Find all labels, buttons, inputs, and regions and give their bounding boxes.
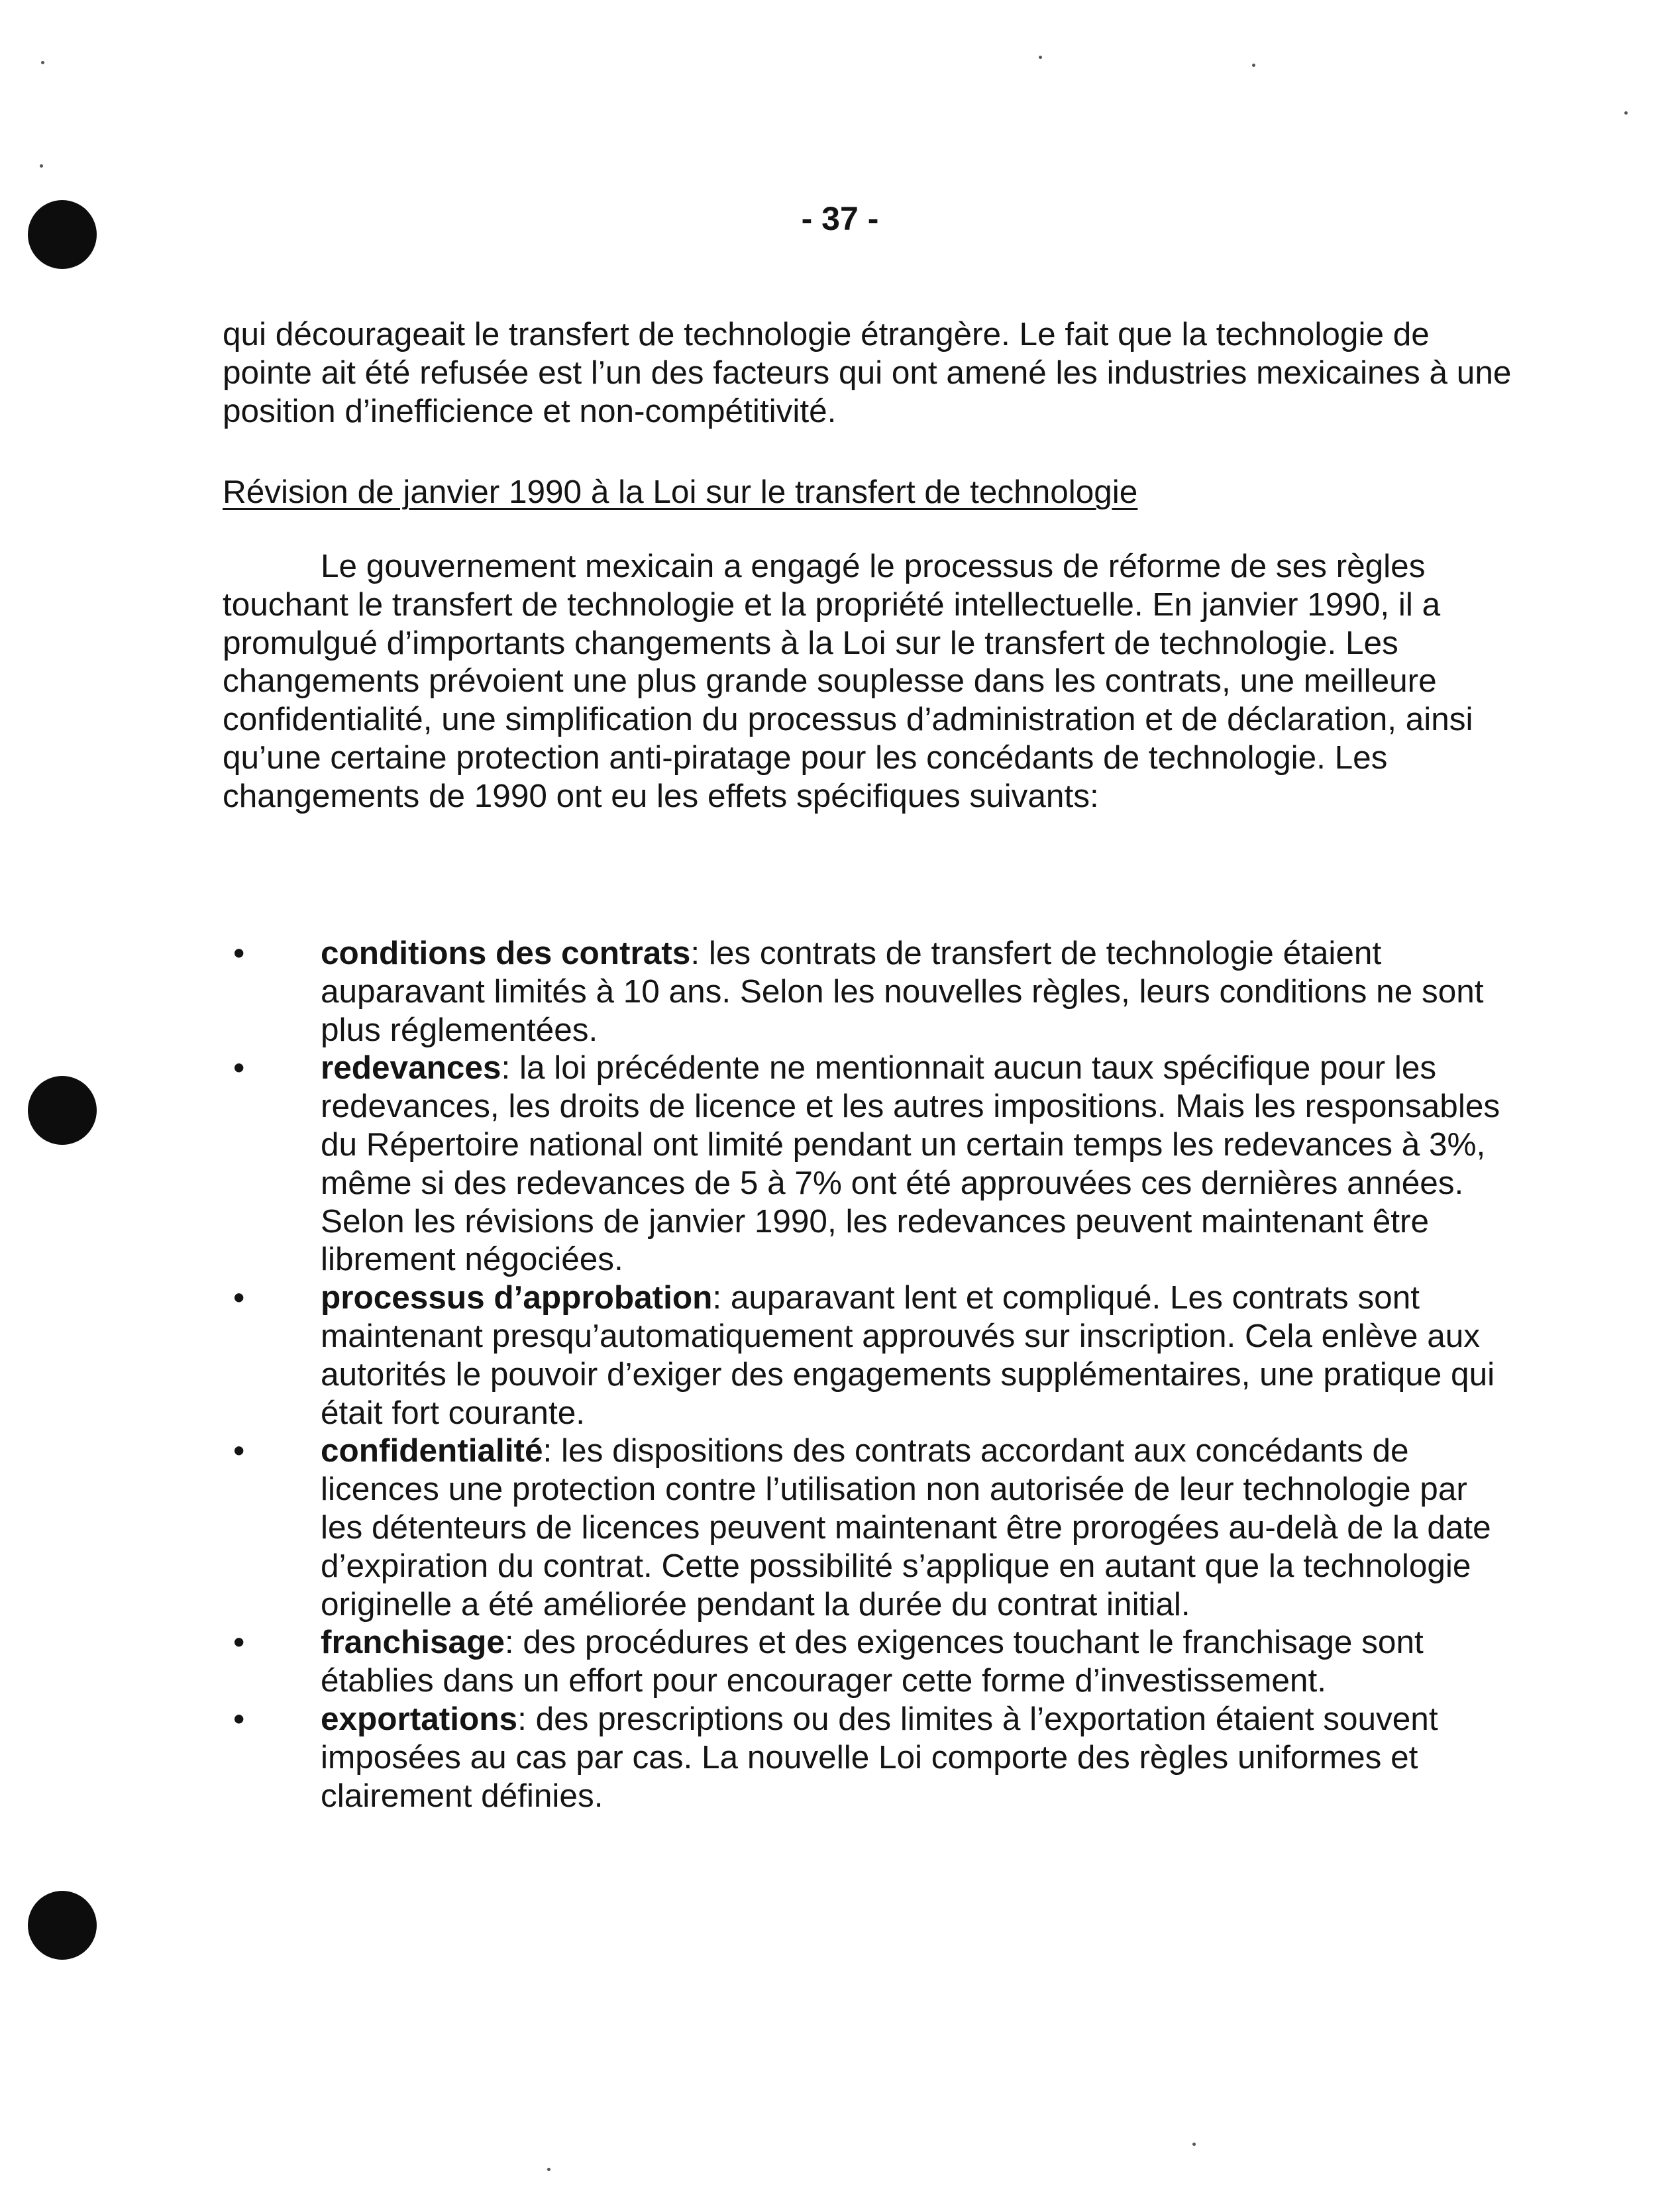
list-item: [223, 1700, 1514, 1815]
bullet-icon: •: [233, 1624, 245, 1661]
page-number: - 37 -: [801, 200, 879, 237]
list-item-term: confidentialité: [321, 1432, 543, 1469]
list-item-text: : les dispositions des contrats accordant aux concédants de licences une protection contre l’utilisation non autorisée de leur technologie par les détenteurs de licences peuvent maintenant être prorogées au-delà de la date d’expiration du contrat. Cette possibilité s’applique en autant que la technologie originelle a été améliorée pendant la durée du contrat initial.: [321, 1432, 1491, 1623]
scan-speck: [40, 164, 43, 168]
scan-speck: [1624, 111, 1628, 115]
list-item: [223, 1623, 1514, 1700]
list-item-term: processus d’approbation: [321, 1279, 713, 1316]
list-item-term: exportations: [321, 1700, 518, 1737]
bullet-icon: •: [233, 1432, 245, 1469]
list-item: [223, 934, 1514, 1049]
list-item-text: : des procédures et des exigences touchant le franchisage sont établies dans un effort pour encourager cette forme d’investissement.: [321, 1624, 1424, 1699]
scan-speck: [1039, 56, 1042, 59]
list-item-term: redevances: [321, 1049, 501, 1087]
scan-speck: [1252, 64, 1255, 67]
bullet-icon: •: [233, 1049, 245, 1087]
effects-list: [223, 934, 1514, 1815]
list-item-text: : les contrats de transfert de technologie étaient auparavant limités à 10 ans. Selon les nouvelles règles, leurs conditions ne sont plus réglementées.: [321, 935, 1484, 1048]
list-item: [223, 1049, 1514, 1279]
list-item: [223, 1432, 1514, 1623]
bullet-icon: •: [233, 1700, 245, 1737]
list-item-text: : auparavant lent et compliqué. Les contrats sont maintenant presqu’automatiquement approuvés sur inscription. Cela enlève aux autorités le pouvoir d’exiger des engagements supplémentaires, une pratique qui était fort courante.: [321, 1279, 1495, 1431]
list-item-term: conditions des contrats: [321, 935, 691, 971]
list-item-text: : la loi précédente ne mentionnait aucun taux spécifique pour les redevances, les droits de licence et les autres impositions. Mais les responsables du Répertoire national ont limité pendant un certain temps les redevances à 3%, même si des redevances de 5 à 7% ont été approuvées ces dernières années. Selon les révisions de janvier 1990, les redevances peuvent maintenant être librement négociées.: [321, 1049, 1500, 1278]
paragraph-body: Le gouvernement mexicain a engagé le processus de réforme de ses règles touchant le transfert de technologie et la propriété intellectuelle. En janvier 1990, il a promulgué d’importants changements à la Loi sur le transfert de technologie. Les changements prévoient une plus grande souplesse dans les contrats, une meilleure confidentialité, une simplification du processus d’administration et de déclaration, ainsi qu’une certaine protection anti-piratage pour les concédants de technologie. Les changements de 1990 ont eu les effets spécifiques suivants:: [223, 548, 1473, 814]
scan-speck: [547, 2168, 551, 2171]
bullet-icon: •: [233, 935, 245, 971]
scan-speck: [1192, 2143, 1196, 2146]
section-heading: Révision de janvier 1990 à la Loi sur le transfert de technologie: [223, 474, 1138, 510]
paragraph-intro: qui décourageait le transfert de technologie étrangère. Le fait que la technologie de pointe ait été refusée est l’un des facteurs qui ont amené les industries mexicaines à une position d’inefficience et non-compétitivité.: [223, 316, 1512, 429]
list-item-text: : des prescriptions ou des limites à l’exportation étaient souvent imposées au cas par cas. La nouvelle Loi comporte des règles uniformes et clairement définies.: [321, 1700, 1438, 1814]
list-item: [223, 1279, 1514, 1432]
scan-speck: [41, 61, 44, 64]
punch-hole-bottom: [28, 1891, 97, 1960]
bullet-icon: •: [233, 1279, 245, 1316]
punch-hole-middle: [28, 1076, 97, 1145]
list-item-term: franchisage: [321, 1624, 505, 1661]
